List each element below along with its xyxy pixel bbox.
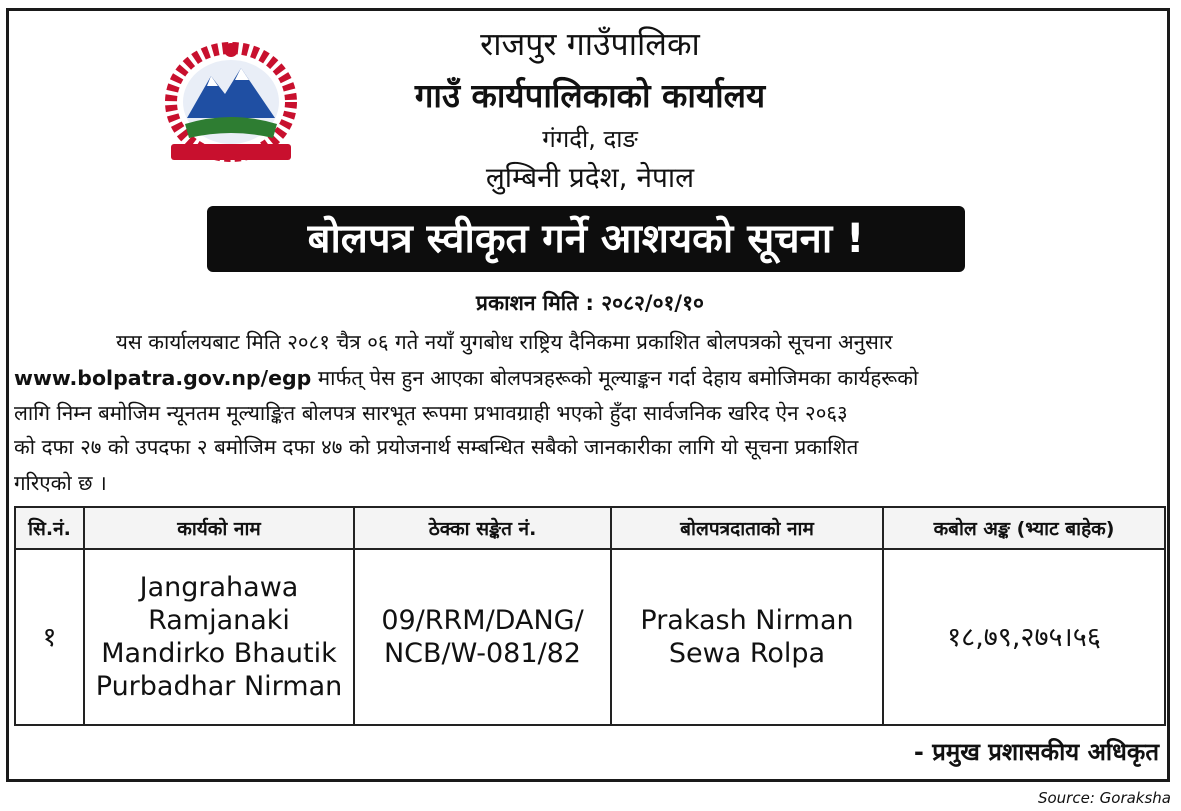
notice-title-banner: बोलपत्र स्वीकृत गर्ने आशयको सूचना ! — [207, 206, 965, 272]
header-serial: सि.नं. — [15, 507, 84, 549]
header-work-name: कार्यको नाम — [84, 507, 354, 549]
header-bidder: बोलपत्रदाताको नाम — [611, 507, 883, 549]
source-credit: Source: Goraksha — [1037, 789, 1171, 807]
cell-work-name: Jangrahawa Ramjanaki Mandirko Bhautik Purbadhar Nirman — [84, 549, 354, 725]
signature-officer: - प्रमुख प्रशासकीय अधिकृत — [913, 738, 1159, 766]
table-row — [15, 549, 1165, 725]
table-header-row — [15, 507, 1165, 549]
body-line-2-text: मार्फत् पेस हुन आएका बोलपत्रहरूको मूल्याङ्कन गर्दा देहाय बमोजिमका कार्यहरूको — [311, 366, 919, 390]
cell-amount: १८,७९,२७५।५६ — [883, 549, 1165, 725]
body-line-1: यस कार्यालयबाट मिति २०८१ चैत्र ०६ गते नयाँ युगबोध राष्ट्रिय दैनिकमा प्रकाशित बोलपत्रको सूचना अनुसार — [116, 330, 893, 354]
body-line-2 — [14, 364, 1164, 392]
nepal-emblem-icon — [163, 40, 299, 168]
bolpatra-link[interactable]: www.bolpatra.gov.np/egp — [14, 366, 312, 390]
body-line-4: को दफा २७ को उपदफा २ बमोजिम दफा ४७ को प्रयोजनार्थ सम्बन्धित सबैको जानकारीका लागि यो सूचना प्रकाशित — [14, 435, 859, 459]
header-contract-no: ठेक्का सङ्केत नं. — [354, 507, 611, 549]
cell-contract-no: 09/RRM/DANG/ NCB/W-081/82 — [354, 549, 611, 725]
place-name: गंगदी, दाङ — [542, 125, 638, 153]
award-table — [14, 506, 1166, 726]
municipality-name: राजपुर गाउँपालिका — [480, 25, 700, 63]
header-amount: कबोल अङ्क (भ्याट बाहेक) — [883, 507, 1165, 549]
office-name: गाउँ कार्यपालिकाको कार्यालय — [414, 76, 766, 115]
cell-bidder: Prakash Nirman Sewa Rolpa — [611, 549, 883, 725]
cell-serial: १ — [15, 549, 84, 725]
body-line-5: गरिएको छ । — [14, 471, 107, 495]
publication-date: प्रकाशन मिति : २०८२/०१/१० — [476, 291, 704, 315]
body-line-3: लागि निम्न बमोजिम न्यूनतम मूल्याङ्कित बोलपत्र सारभूत रूपमा प्रभावग्राही भएको हुँदा सार्वजनिक खरिद ऐन २०६३ — [14, 401, 848, 425]
province-name: लुम्बिनी प्रदेश, नेपाल — [485, 161, 695, 194]
